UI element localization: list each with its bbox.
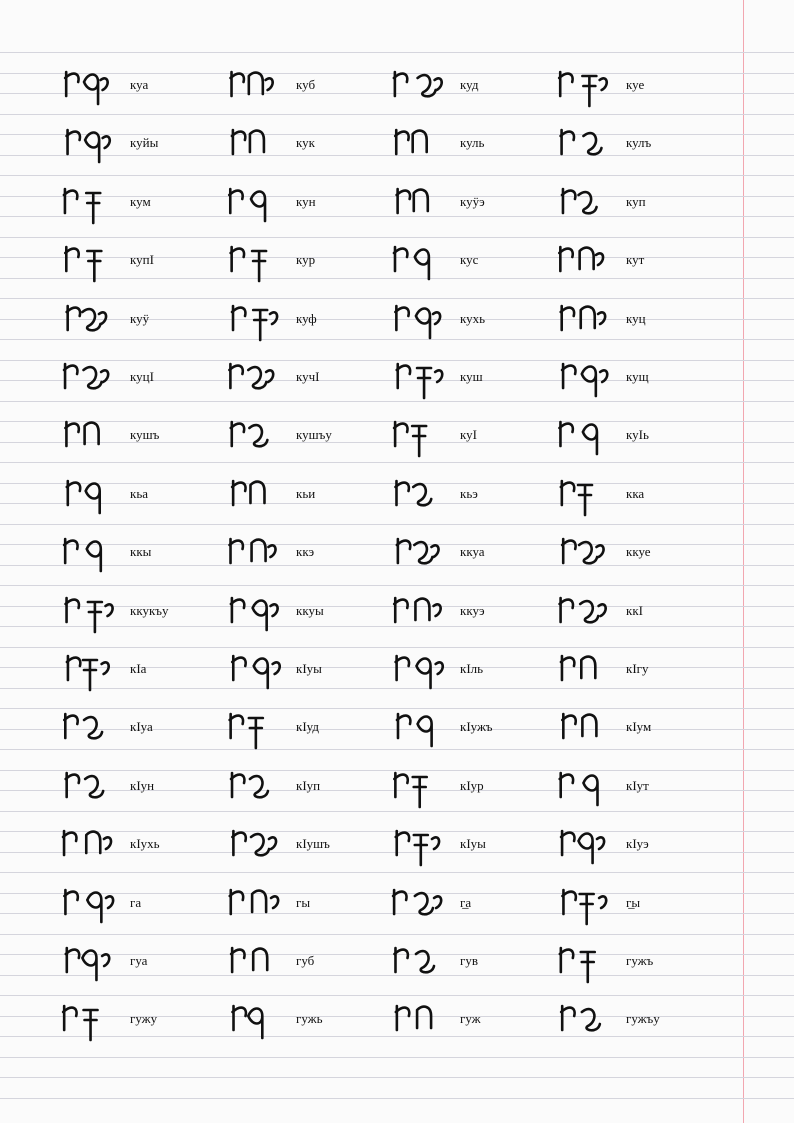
- transliteration-label: кун: [296, 194, 316, 209]
- calligraphy-glyph: [228, 702, 298, 752]
- ruled-line: [0, 934, 794, 935]
- glyph-stroke: [596, 545, 603, 557]
- transliteration-label: кут: [626, 252, 645, 267]
- transliteration-label: кIгу: [626, 661, 649, 676]
- glyph-stroke: [598, 312, 605, 324]
- glyph-stroke: [85, 423, 99, 444]
- calligraphy-glyph: [558, 177, 628, 227]
- glyph-stroke: [84, 75, 98, 105]
- transliteration-label: куб: [296, 77, 316, 92]
- glyph-stroke: [413, 777, 427, 807]
- glyph-stroke: [583, 133, 601, 154]
- glyph-stroke: [416, 951, 434, 972]
- calligraphy-glyph: [228, 994, 298, 1044]
- calligraphy-glyph: [558, 878, 628, 928]
- glyph-stroke: [253, 310, 267, 340]
- transliteration-label: куӱ: [130, 311, 150, 326]
- transliteration-label: кIум: [626, 719, 652, 734]
- glyph-stroke: [85, 133, 99, 163]
- calligraphy-glyph: [228, 644, 298, 694]
- calligraphy-glyph: [558, 410, 628, 460]
- calligraphy-glyph: [558, 761, 628, 811]
- glyph-stroke: [87, 893, 101, 923]
- calligraphy-glyph: [62, 702, 132, 752]
- transliteration-label: кулъ: [626, 135, 652, 150]
- transliteration-label: куцI: [130, 369, 154, 384]
- calligraphy-glyph: [62, 586, 132, 636]
- glyph-stroke: [99, 312, 106, 324]
- glyph-stroke: [582, 1009, 600, 1030]
- transliteration-label: кущ: [626, 369, 649, 384]
- glyph-stroke: [580, 894, 594, 924]
- transliteration-label: кIуп: [296, 778, 321, 793]
- glyph-stroke: [252, 891, 266, 912]
- glyph-stroke: [415, 250, 429, 280]
- ruled-line: [0, 1098, 794, 1099]
- glyph-stroke: [435, 78, 442, 90]
- calligraphy-glyph: [558, 819, 628, 869]
- calligraphy-glyph: [558, 936, 628, 986]
- glyph-stroke: [600, 78, 607, 90]
- glyph-stroke: [580, 601, 598, 622]
- glyph-stroke: [414, 542, 432, 563]
- glyph-stroke: [578, 485, 592, 515]
- glyph-stroke: [102, 954, 109, 966]
- transliteration-label: ккуе: [626, 544, 651, 559]
- glyph-stroke: [434, 896, 441, 908]
- transliteration-label: гы: [296, 895, 311, 910]
- glyph-stroke: [248, 1009, 262, 1039]
- ruled-line: [0, 1077, 794, 1078]
- glyph-stroke: [417, 368, 431, 398]
- calligraphy-glyph: [558, 469, 628, 519]
- calligraphy-glyph: [558, 294, 628, 344]
- glyph-stroke: [84, 717, 102, 738]
- transliteration-label: кIужъ: [460, 719, 493, 734]
- glyph-stroke: [431, 545, 438, 557]
- glyph-stroke: [417, 659, 431, 689]
- glyph-stroke: [582, 76, 596, 106]
- calligraphy-glyph: [558, 586, 628, 636]
- glyph-stroke: [413, 131, 427, 152]
- glyph-stroke: [266, 78, 273, 90]
- transliteration-label: кухь: [460, 311, 486, 326]
- glyph-stroke: [101, 370, 108, 382]
- transliteration-label: ккуа: [460, 544, 485, 559]
- calligraphy-glyph: [392, 118, 462, 168]
- transliteration-label: ккукъу: [130, 603, 169, 618]
- calligraphy-glyph: [558, 235, 628, 285]
- glyph-stroke: [253, 949, 267, 970]
- transliteration-label: кушъ: [130, 427, 160, 442]
- glyph-stroke: [582, 367, 596, 397]
- transliteration-label: куа: [130, 77, 149, 92]
- glyph-stroke: [581, 657, 595, 678]
- calligraphy-glyph: [392, 60, 462, 110]
- calligraphy-glyph: [392, 644, 462, 694]
- transliteration-label: кIа: [130, 661, 147, 676]
- calligraphy-glyph: [228, 586, 298, 636]
- glyph-stroke: [85, 776, 103, 797]
- glyph-stroke: [580, 248, 594, 269]
- glyph-stroke: [417, 1007, 431, 1028]
- transliteration-label: куц: [626, 311, 646, 326]
- glyph-stroke: [249, 73, 263, 94]
- calligraphy-glyph: [392, 878, 462, 928]
- transliteration-label: кка: [626, 486, 645, 501]
- glyph-stroke: [599, 896, 606, 908]
- glyph-stroke: [600, 370, 607, 382]
- glyph-stroke: [273, 662, 280, 674]
- calligraphy-glyph: [62, 994, 132, 1044]
- calligraphy-glyph: [62, 527, 132, 577]
- calligraphy-glyph: [62, 294, 132, 344]
- calligraphy-glyph: [228, 294, 298, 344]
- calligraphy-glyph: [228, 118, 298, 168]
- glyph-stroke: [435, 370, 442, 382]
- calligraphy-glyph: [62, 761, 132, 811]
- transliteration-label: гуж: [460, 1011, 481, 1026]
- glyph-stroke: [249, 425, 267, 446]
- glyph-stroke: [101, 78, 108, 90]
- transliteration-label: гужъу: [626, 1011, 660, 1026]
- glyph-stroke: [249, 718, 263, 748]
- transliteration-label: кIухь: [130, 836, 160, 851]
- transliteration-label: гужь: [296, 1011, 323, 1026]
- transliteration-label: куӱэ: [460, 194, 485, 209]
- transliteration-label: кIуд: [296, 719, 319, 734]
- ruled-line: [0, 1057, 794, 1058]
- transliteration-label: гужу: [130, 1011, 158, 1026]
- transliteration-label: кIут: [626, 778, 649, 793]
- glyph-stroke: [270, 312, 277, 324]
- calligraphy-glyph: [62, 118, 132, 168]
- transliteration-label: ккы: [130, 544, 152, 559]
- calligraphy-glyph: [392, 235, 462, 285]
- transliteration-label: кIуа: [130, 719, 153, 734]
- transliteration-label: кIль: [460, 661, 484, 676]
- glyph-stroke: [414, 835, 428, 865]
- glyph-stroke: [250, 131, 264, 152]
- transliteration-label: кIуэ: [626, 836, 649, 851]
- glyph-stroke: [433, 312, 440, 324]
- glyph-stroke: [82, 309, 100, 330]
- transliteration-label: кур: [296, 252, 316, 267]
- calligraphy-glyph: [62, 177, 132, 227]
- calligraphy-glyph: [62, 410, 132, 460]
- ruled-line: [0, 462, 794, 463]
- transliteration-label: кьэ: [460, 486, 478, 501]
- transliteration-label: кус: [460, 252, 479, 267]
- transliteration-label: кум: [130, 194, 151, 209]
- glyph-stroke: [254, 659, 268, 689]
- transliteration-label: куйы: [130, 135, 159, 150]
- glyph-stroke: [250, 776, 268, 797]
- calligraphy-glyph: [392, 819, 462, 869]
- glyph-stroke: [597, 837, 604, 849]
- calligraphy-glyph: [392, 294, 462, 344]
- transliteration-label: кIуы: [296, 661, 322, 676]
- glyph-stroke: [412, 426, 426, 456]
- calligraphy-glyph: [228, 352, 298, 402]
- glyph-stroke: [432, 837, 439, 849]
- glyph-stroke: [436, 662, 443, 674]
- transliteration-label: г̲ы: [626, 895, 641, 910]
- transliteration-label: кIушъ: [296, 836, 330, 851]
- calligraphy-glyph: [228, 819, 298, 869]
- calligraphy-glyph: [228, 410, 298, 460]
- glyph-stroke: [581, 307, 595, 328]
- glyph-stroke: [579, 834, 593, 864]
- ruled-line: [0, 175, 794, 176]
- transliteration-label: кук: [296, 135, 315, 150]
- glyph-stroke: [83, 660, 97, 690]
- ruled-line: [0, 524, 794, 525]
- calligraphy-glyph: [62, 60, 132, 110]
- calligraphy-glyph: [228, 878, 298, 928]
- glyph-stroke: [271, 604, 278, 616]
- glyph-stroke: [252, 540, 266, 561]
- calligraphy-glyph: [62, 644, 132, 694]
- transliteration-label: куIь: [626, 427, 649, 442]
- transliteration-label: куI: [460, 427, 477, 442]
- glyph-stroke: [251, 834, 269, 855]
- calligraphy-glyph: [228, 527, 298, 577]
- glyph-stroke: [250, 482, 264, 503]
- calligraphy-glyph: [228, 761, 298, 811]
- calligraphy-glyph: [228, 177, 298, 227]
- transliteration-label: кушъу: [296, 427, 332, 442]
- glyph-stroke: [414, 190, 428, 211]
- calligraphy-glyph: [62, 936, 132, 986]
- glyph-stroke: [84, 367, 102, 388]
- transliteration-label: кьа: [130, 486, 149, 501]
- transliteration-label: кIур: [460, 778, 484, 793]
- calligraphy-glyph: [392, 527, 462, 577]
- glyph-stroke: [583, 425, 597, 455]
- transliteration-label: куп: [626, 194, 646, 209]
- glyph-stroke: [106, 896, 113, 908]
- calligraphy-glyph: [558, 60, 628, 110]
- calligraphy-glyph: [558, 118, 628, 168]
- calligraphy-glyph: [392, 936, 462, 986]
- transliteration-label: гуа: [130, 953, 148, 968]
- calligraphy-glyph: [558, 527, 628, 577]
- calligraphy-glyph: [228, 936, 298, 986]
- transliteration-label: куд: [460, 77, 479, 92]
- transliteration-label: га: [130, 895, 142, 910]
- glyph-stroke: [268, 545, 275, 557]
- glyph-stroke: [86, 484, 100, 514]
- calligraphy-glyph: [62, 819, 132, 869]
- glyph-stroke: [579, 542, 597, 563]
- calligraphy-glyph: [62, 878, 132, 928]
- calligraphy-glyph: [392, 586, 462, 636]
- calligraphy-glyph: [228, 235, 298, 285]
- transliteration-label: купI: [130, 252, 154, 267]
- glyph-stroke: [418, 717, 432, 747]
- calligraphy-glyph: [62, 352, 132, 402]
- calligraphy-glyph: [392, 761, 462, 811]
- glyph-stroke: [596, 253, 603, 265]
- transliteration-label: куе: [626, 77, 645, 92]
- glyph-stroke: [82, 951, 96, 981]
- glyph-stroke: [271, 896, 278, 908]
- ruled-line: [0, 811, 794, 812]
- transliteration-label: губ: [296, 953, 315, 968]
- glyph-stroke: [269, 837, 276, 849]
- glyph-stroke: [102, 662, 109, 674]
- calligraphy-glyph: [558, 352, 628, 402]
- transliteration-label: кIуы: [460, 836, 486, 851]
- glyph-stroke: [103, 136, 110, 148]
- glyph-stroke: [248, 367, 266, 388]
- transliteration-label: ккуы: [296, 603, 324, 618]
- calligraphy-glyph: [392, 410, 462, 460]
- transliteration-label: кIун: [130, 778, 155, 793]
- calligraphy-glyph: [62, 235, 132, 285]
- calligraphy-glyph: [228, 469, 298, 519]
- transliteration-label: г̲а: [460, 895, 472, 910]
- calligraphy-glyph: [558, 994, 628, 1044]
- ruled-line: [0, 872, 794, 873]
- glyph-stroke: [599, 604, 606, 616]
- calligraphy-glyph: [558, 644, 628, 694]
- glyph-stroke: [87, 251, 101, 281]
- transliteration-label: гужъ: [626, 953, 654, 968]
- transliteration-label: куш: [460, 369, 483, 384]
- glyph-stroke: [253, 601, 267, 631]
- calligraphy-glyph: [228, 60, 298, 110]
- ruled-line: [0, 52, 794, 53]
- glyph-stroke: [88, 602, 102, 632]
- transliteration-label: куль: [460, 135, 485, 150]
- glyph-stroke: [416, 309, 430, 339]
- glyph-stroke: [251, 192, 265, 222]
- glyph-stroke: [415, 599, 429, 620]
- glyph-stroke: [86, 193, 100, 223]
- glyph-stroke: [106, 604, 113, 616]
- glyph-stroke: [415, 893, 433, 914]
- transliteration-label: кьи: [296, 486, 316, 501]
- calligraphy-glyph: [392, 994, 462, 1044]
- transliteration-label: ккI: [626, 603, 643, 618]
- transliteration-label: гув: [460, 953, 478, 968]
- glyph-stroke: [583, 776, 597, 806]
- calligraphy-glyph: [392, 702, 462, 752]
- ruled-line: [0, 114, 794, 115]
- glyph-stroke: [434, 604, 441, 616]
- calligraphy-glyph: [62, 469, 132, 519]
- glyph-stroke: [87, 542, 101, 572]
- glyph-stroke: [582, 715, 596, 736]
- transliteration-label: куф: [296, 311, 317, 326]
- glyph-stroke: [413, 484, 431, 505]
- glyph-stroke: [581, 952, 595, 982]
- transliteration-label: кучI: [296, 369, 320, 384]
- calligraphy-glyph: [392, 177, 462, 227]
- glyph-stroke: [84, 1010, 98, 1040]
- glyph-stroke: [579, 192, 597, 213]
- glyph-stroke: [252, 251, 266, 281]
- glyph-stroke: [104, 837, 111, 849]
- transliteration-label: ккуэ: [460, 603, 485, 618]
- glyph-stroke: [86, 832, 100, 853]
- calligraphy-glyph: [392, 352, 462, 402]
- calligraphy-glyph: [558, 702, 628, 752]
- glyph-stroke: [418, 75, 436, 96]
- calligraphy-glyph: [392, 469, 462, 519]
- transliteration-label: ккэ: [296, 544, 315, 559]
- glyph-stroke: [266, 370, 273, 382]
